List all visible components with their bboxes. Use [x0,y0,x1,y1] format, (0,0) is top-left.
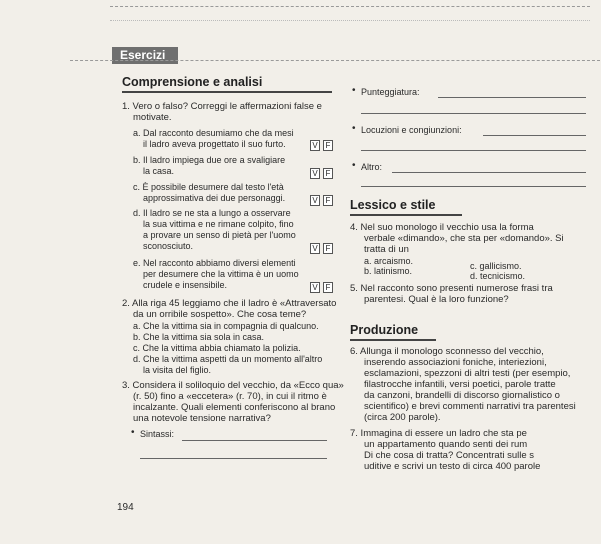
q6-line2: inserendo associazioni foniche, interiezioni, [364,357,547,368]
heading-comprensione: Comprensione e analisi [122,75,263,89]
q5-line2: parentesi. Qual è la loro funzione? [364,294,509,305]
q6-line5: da canzoni, brandelli di discorso giornalistico o [364,390,560,401]
q1b-line1: b. Il ladro impiega due ore a svaligiare [133,155,286,165]
q6-line4: filastrocche infantili, versi poetici, parole tratte [364,379,556,390]
q1e-line1: e. Nel racconto abbiamo diversi elementi [133,258,296,268]
q6-line3: esclamazioni, spezzoni di altri testi (per esempio, [364,368,571,379]
heading-underline [350,214,462,216]
heading-produzione: Produzione [350,323,419,337]
q2-line2: da un orribile sospetto». Che cosa teme? [133,309,307,320]
punteggiatura-field-2[interactable] [361,113,586,114]
q2-line1: 2. Alla riga 45 leggiamo che il ladro è «Attraversato [122,298,337,309]
q1a-f[interactable]: F [323,140,333,151]
q1e-v[interactable]: V [310,282,320,293]
q1a-line1: a. Dal racconto desumiamo che da mesi [133,128,294,138]
punteggiatura-label: Punteggiatura: [361,87,420,97]
top-rule [110,6,590,7]
sintassi-label: Sintassi: [140,429,175,439]
q1d-f[interactable]: F [323,243,333,254]
top-rule-dotted [110,20,590,21]
page-number: 194 [117,502,134,513]
q7-line4: uditive e scrivi un testo di circa 400 parole [364,461,541,472]
q4-line1: 4. Nel suo monologo il vecchio usa la forma [350,222,534,233]
q7-line2: un appartamento quando senti dei rum [364,439,528,450]
q3-line4: una notevole tensione narrativa? [133,413,271,424]
q5-line1: 5. Nel racconto sono presenti numerose frasi tra [350,283,553,294]
q1-line2: motivate. [133,112,172,123]
q7-line3: Di che cosa di tratta? Concentrati sulle s [364,450,535,461]
q1c-vf[interactable] [310,195,336,206]
q6-line7: (circa 200 parole). [364,412,441,423]
section-banner: Esercizi [112,47,178,64]
q1b-vf[interactable] [310,168,336,179]
bullet-dot: • [352,85,356,96]
bullet-dot: • [352,123,356,134]
q3-line1: 3. Considera il soliloquio del vecchio, da «Ecco qua» [122,380,344,391]
q1d-line1: d. Il ladro se ne sta a lungo a osservare [133,208,291,218]
q3-line3: incalzante. Quali elementi conferiscono al brano [133,402,336,413]
q1d-line2: la sua vittima e ne rimane colpito, fino [143,219,294,229]
q1e-vf[interactable] [310,282,336,293]
heading-underline [122,91,332,93]
q1a-line2: il ladro aveva progettato il suo furto. [143,139,286,149]
locuzioni-field[interactable] [483,135,586,136]
q1b-f[interactable]: F [323,168,333,179]
q4-opt-a[interactable]: a. arcaismo. [364,256,414,266]
q1b-line2: la casa. [143,166,175,176]
sintassi-field-2[interactable] [140,458,327,459]
q1c-f[interactable]: F [323,195,333,206]
q1d-line4: sconosciuto. [143,241,194,251]
q4-line2: verbale «dimando», che sta per «domando». Si [364,233,564,244]
punteggiatura-field[interactable] [438,97,586,98]
altro-label: Altro: [361,162,383,172]
q1e-f[interactable]: F [323,282,333,293]
q6-line1: 6. Allunga il monologo sconnesso del vecchio, [350,346,544,357]
q1c-line2: approssimativa dei due personaggi. [143,193,286,203]
q1d-vf[interactable] [310,243,336,254]
locuzioni-label: Locuzioni e congiunzioni: [361,125,462,135]
sintassi-field[interactable] [182,440,327,441]
locuzioni-field-2[interactable] [361,150,586,151]
q3-line2: (r. 50) fino a «eccetera» (r. 70), in cui il ritmo è [133,391,327,402]
q1a-vf[interactable] [310,140,336,151]
banner-rule [70,60,600,61]
q1a-v[interactable]: V [310,140,320,151]
q1d-line3: a provare un senso di pietà per l'uomo [143,230,296,240]
heading-lessico: Lessico e stile [350,198,436,212]
q1e-line2: per desumere che la vittima è un uomo [143,269,299,279]
q7-line1: 7. Immagina di essere un ladro che sta pe [350,428,527,439]
bullet-dot: • [131,427,135,438]
q1-line1: 1. Vero o falso? Correggi le affermazioni false e [122,101,322,112]
q4-opt-c[interactable]: c. gallicismo. [470,261,522,271]
q4-opt-b[interactable]: b. latinismo. [364,266,413,276]
q1c-line1: c. È possibile desumere dal testo l'età [133,182,284,192]
q6-line6: scientifico) e brevi commenti narrativi tra parentesi [364,401,576,412]
q2d-line2: la visita del figlio. [143,365,212,375]
bullet-dot: • [352,160,356,171]
q2a[interactable]: a. Che la vittima sia in compagnia di qualcuno. [133,321,319,331]
q1e-line3: crudele e insensibile. [143,280,228,290]
q2d-line1[interactable]: d. Che la vittima aspetti da un momento all'altro [133,354,323,364]
altro-field-2[interactable] [361,186,586,187]
altro-field[interactable] [392,172,586,173]
q1d-v[interactable]: V [310,243,320,254]
heading-underline [350,339,436,341]
q4-opt-d[interactable]: d. tecnicismo. [470,271,526,281]
q2c[interactable]: c. Che la vittima abbia chiamato la polizia. [133,343,301,353]
q1c-v[interactable]: V [310,195,320,206]
q4-line3: tratta di un [364,244,409,255]
q1b-v[interactable]: V [310,168,320,179]
q2b[interactable]: b. Che la vittima sia sola in casa. [133,332,265,342]
